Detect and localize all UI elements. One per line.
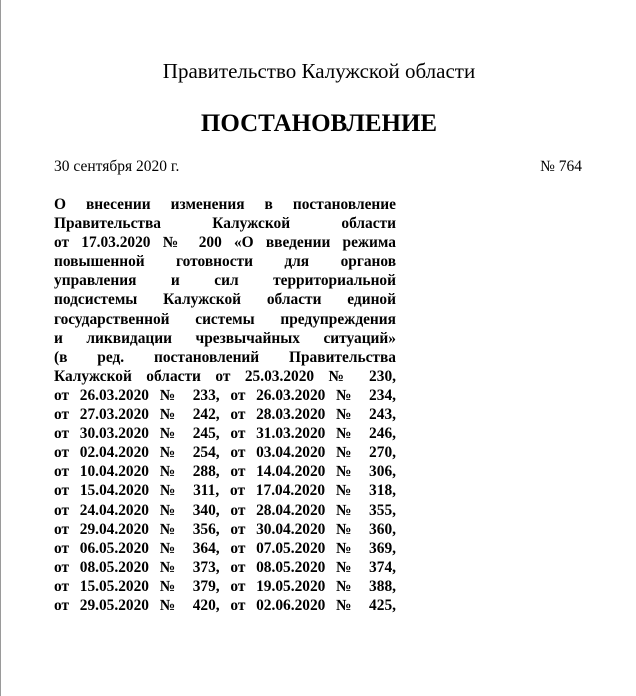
document-type-heading: ПОСТАНОВЛЕНИЕ: [200, 110, 438, 137]
document-number: № 764: [540, 158, 582, 175]
title-line: повышенной готовности для органов: [54, 253, 396, 271]
document-title-block: [54, 195, 396, 615]
title-line: (в ред. постановлений Правительства: [54, 348, 396, 366]
title-line: от 29.04.2020 № 356, от 30.04.2020 № 360,: [54, 520, 396, 538]
title-line: от 02.04.2020 № 254, от 03.04.2020 № 270,: [54, 444, 396, 462]
title-line: от 26.03.2020 № 233, от 26.03.2020 № 234,: [54, 386, 396, 404]
government-name: Правительство Калужской области: [162, 59, 476, 83]
title-line: от 24.04.2020 № 340, от 28.04.2020 № 355,: [54, 501, 396, 519]
title-line: от 10.04.2020 № 288, от 14.04.2020 № 306,: [54, 463, 396, 481]
title-line: подсистемы Калужской области единой: [54, 291, 396, 309]
title-line: государственной системы предупреждения: [54, 310, 396, 328]
title-line: от 06.05.2020 № 364, от 07.05.2020 № 369,: [54, 539, 396, 557]
title-line: Правительства Калужской области: [54, 215, 396, 233]
title-line: управления и сил территориальной: [54, 272, 396, 290]
title-line: от 27.03.2020 № 242, от 28.03.2020 № 243,: [54, 406, 396, 424]
title-line: от 08.05.2020 № 373, от 08.05.2020 № 374,: [54, 558, 396, 576]
document-date: 30 сентября 2020 г.: [54, 158, 180, 175]
title-line: Калужской области от 25.03.2020 № 230,: [54, 367, 396, 385]
title-line: от 15.04.2020 № 311, от 17.04.2020 № 318,: [54, 482, 396, 500]
title-line: от 17.03.2020 № 200 «О введении режима: [54, 234, 396, 252]
title-line: от 29.05.2020 № 420, от 02.06.2020 № 425,: [54, 596, 396, 614]
title-line: О внесении изменения в постановление: [54, 196, 396, 213]
title-line: и ликвидации чрезвычайных ситуаций»: [54, 329, 396, 347]
title-line: от 15.05.2020 № 379, от 19.05.2020 № 388,: [54, 577, 396, 595]
title-line: от 30.03.2020 № 245, от 31.03.2020 № 246,: [54, 425, 396, 443]
